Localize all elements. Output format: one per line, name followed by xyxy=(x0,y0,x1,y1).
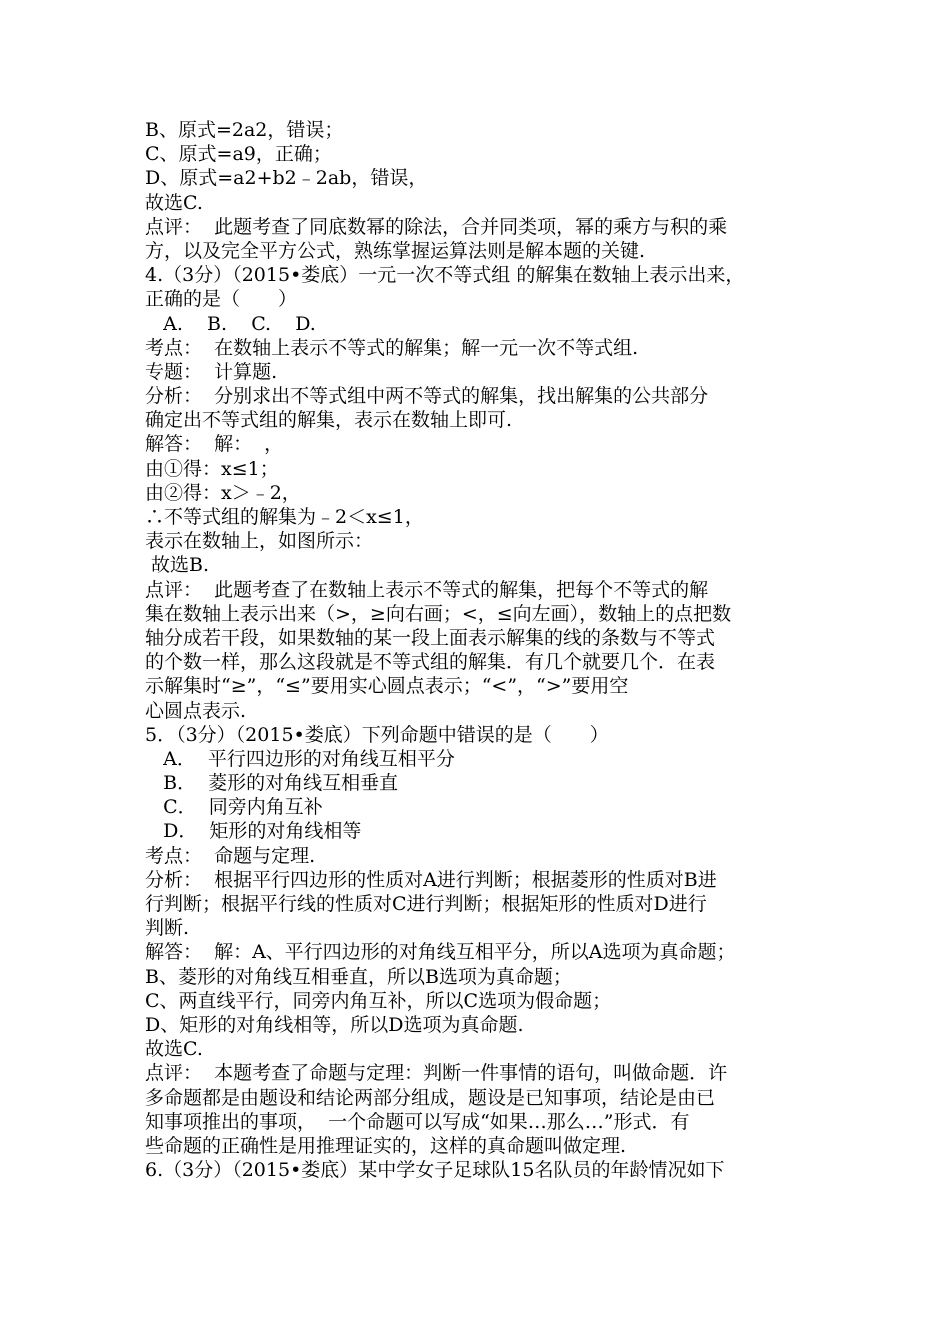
text-line: 考点： 命题与定理. xyxy=(145,844,316,867)
text-line: C、两直线平行，同旁内角互补，所以C选项为假命题； xyxy=(145,989,612,1012)
text-line: 表示在数轴上，如图所示： xyxy=(145,530,374,553)
document-body xyxy=(145,118,825,1182)
text-line: 心圆点表示. xyxy=(145,699,247,722)
text-line: 确定出不等式组的解集，表示在数轴上即可. xyxy=(145,409,513,432)
text-line: 多命题都是由题设和结论两部分组成，题设是已知事项，结论是由已 xyxy=(145,1086,716,1109)
text-line: 考点： 在数轴上表示不等式的解集；解一元一次不等式组. xyxy=(145,336,639,359)
text-line: ∴不等式组的解集为﹣2＜x≤1， xyxy=(145,506,424,528)
text-line: 行判断；根据平行线的性质对C进行判断；根据矩形的性质对D进行 xyxy=(145,893,707,915)
text-line: B、原式=2a2，错误； xyxy=(145,119,344,141)
text-line: D、矩形的对角线相等，所以D选项为真命题. xyxy=(145,1013,524,1036)
text-line: 解答： 解：A、平行四边形的对角线互相平分，所以A选项为真命题； xyxy=(145,941,736,964)
question-6-title: 6.（3分）（2015•娄底）某中学女子足球队15名队员的年龄情况如下 xyxy=(145,1159,725,1182)
text-line: 示解集时“≥”，“≤”要用实心圆点表示；“<”，“>”要用空 xyxy=(145,675,629,698)
option-d: D． 矩形的对角线相等 xyxy=(145,820,362,843)
text-line: 故选C. xyxy=(145,191,203,214)
text-line: 的个数一样，那么这段就是不等式组的解集．有几个就要几个．在表 xyxy=(145,651,716,674)
text-line: 故选C. xyxy=(145,1038,203,1061)
text-line: C、原式=a9，正确； xyxy=(145,143,332,166)
text-line: 些命题的正确性是用推理证实的，这样的真命题叫做定理. xyxy=(145,1134,627,1157)
text-line: 专题： 计算题. xyxy=(145,360,278,383)
text-line: 分析： 根据平行四边形的性质对A进行判断；根据菱形的性质对B进 xyxy=(145,868,717,891)
text-line: D、原式=a2+b2﹣2ab，错误， xyxy=(145,167,428,190)
comment-line: 点评： 本题考查了命题与定理：判断一件事情的语句，叫做命题．许 xyxy=(145,1062,728,1085)
text-line: 轴分成若干段，如果数轴的某一段上面表示解集的线的条数与不等式 xyxy=(145,626,716,649)
option-b: B． 菱形的对角线互相垂直 xyxy=(145,772,399,795)
text-line: 由①得：x≤1； xyxy=(145,457,279,480)
text-line: 集在数轴上表示出来（>，≥向右画；<，≤向左画），数轴上的点把数 xyxy=(145,602,732,625)
question-5-title: 5．（3分）（2015•娄底）下列命题中错误的是（ ） xyxy=(145,723,609,746)
text-line: 知事项推出的事项， 一个命题可以写成“如果…那么…”形式．有 xyxy=(145,1110,690,1133)
text-line: 方，以及完全平方公式，熟练掌握运算法则是解本题的关键. xyxy=(145,239,646,262)
text-line: 正确的是（ ） xyxy=(145,288,298,311)
text-line: 故选B. xyxy=(145,554,210,577)
option-a: A． 平行四边形的对角线互相平分 xyxy=(145,747,455,770)
text-line: 由②得：x＞﹣2， xyxy=(145,481,301,504)
comment-line: 点评： 此题考查了同底数幂的除法，合并同类项，幂的乘方与积的乘 xyxy=(145,215,728,238)
question-4-options: A. B. C. D. xyxy=(145,312,316,335)
comment-line: 点评： 此题考查了在数轴上表示不等式的解集，把每个不等式的解 xyxy=(145,578,709,601)
text-line: B、菱形的对角线互相垂直，所以B选项为真命题； xyxy=(145,965,572,988)
option-c: C． 同旁内角互补 xyxy=(145,796,323,819)
text-line: 判断. xyxy=(145,917,190,940)
text-line: 解答： 解： ， xyxy=(145,433,284,456)
question-4-title: 4.（3分）（2015•娄底）一元一次不等式组 的解集在数轴上表示出来， xyxy=(145,264,745,287)
text-line: 分析： 分别求出不等式组中两不等式的解集，找出解集的公共部分 xyxy=(145,385,709,408)
